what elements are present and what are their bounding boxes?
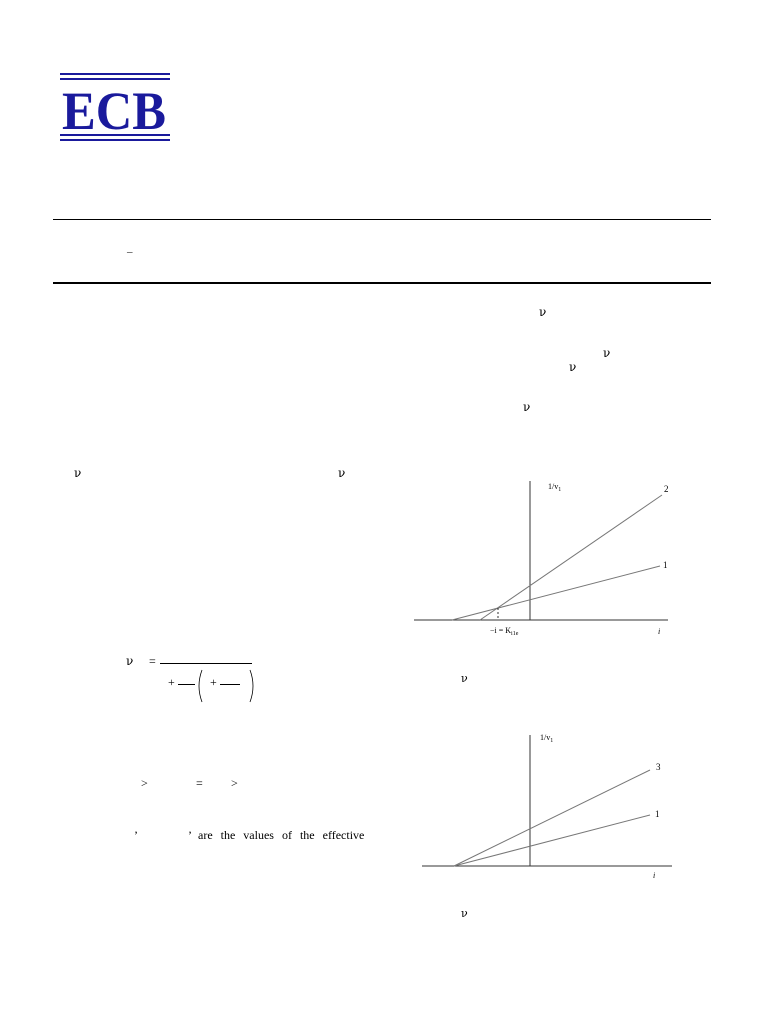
equation-dash-2 — [220, 684, 240, 685]
fig2-series-1-line — [454, 815, 650, 866]
right-symbol-1: ν — [539, 305, 547, 319]
fig2-caption-symbol: ν — [461, 907, 468, 920]
fig1-xlabel: i — [658, 627, 661, 636]
logo-graphic — [60, 72, 172, 142]
left-symbol-2: ν — [338, 466, 346, 480]
equation — [120, 652, 260, 704]
equation-equals: = — [149, 654, 156, 668]
right-symbol-3: ν — [569, 360, 577, 374]
equation-lhs: ν — [126, 654, 134, 668]
fig2-label-1: 1 — [655, 809, 660, 819]
prime-2: ’ — [188, 828, 192, 842]
figure-2 — [410, 725, 700, 885]
body-text-line: are the values of the effective — [198, 828, 365, 842]
fig2-ylabel: $1/v_1$ — [540, 733, 554, 744]
logo-text: ECB — [62, 81, 166, 141]
header-bottom-rule — [53, 282, 711, 284]
fig2-series-3-line — [454, 770, 650, 866]
fig1-label-2: 2 — [664, 484, 669, 494]
fig1-intercept-label: $-i = K_{i1e}$ — [490, 626, 519, 637]
fig1-series-1-line — [452, 566, 660, 620]
equation-plus-1: + — [168, 675, 175, 689]
equation-dash-1 — [178, 684, 195, 685]
journal-logo — [60, 72, 172, 142]
header-dash: – — [127, 246, 133, 258]
figure-1 — [410, 475, 700, 655]
header-top-rule — [53, 219, 711, 220]
fraction-bar — [160, 663, 252, 664]
prime-1: ’ — [134, 828, 138, 842]
equation-plus-2: + — [210, 675, 217, 689]
inequality-gt-2: > — [231, 776, 238, 790]
inequality-gt-1: > — [141, 776, 148, 790]
fig1-caption-symbol: ν — [461, 672, 468, 685]
equation-parentheses — [196, 668, 256, 704]
fig1-series-2-line — [480, 495, 662, 620]
fig2-label-3: 3 — [656, 762, 661, 772]
inequality-eq: = — [196, 776, 203, 790]
fig1-label-1: 1 — [663, 560, 668, 570]
right-symbol-4: ν — [523, 400, 531, 414]
fig2-xlabel: i — [653, 871, 656, 880]
left-symbol-1: ν — [74, 466, 82, 480]
fig1-ylabel: $1/v_1$ — [548, 482, 562, 493]
right-symbol-2: ν — [603, 346, 611, 360]
